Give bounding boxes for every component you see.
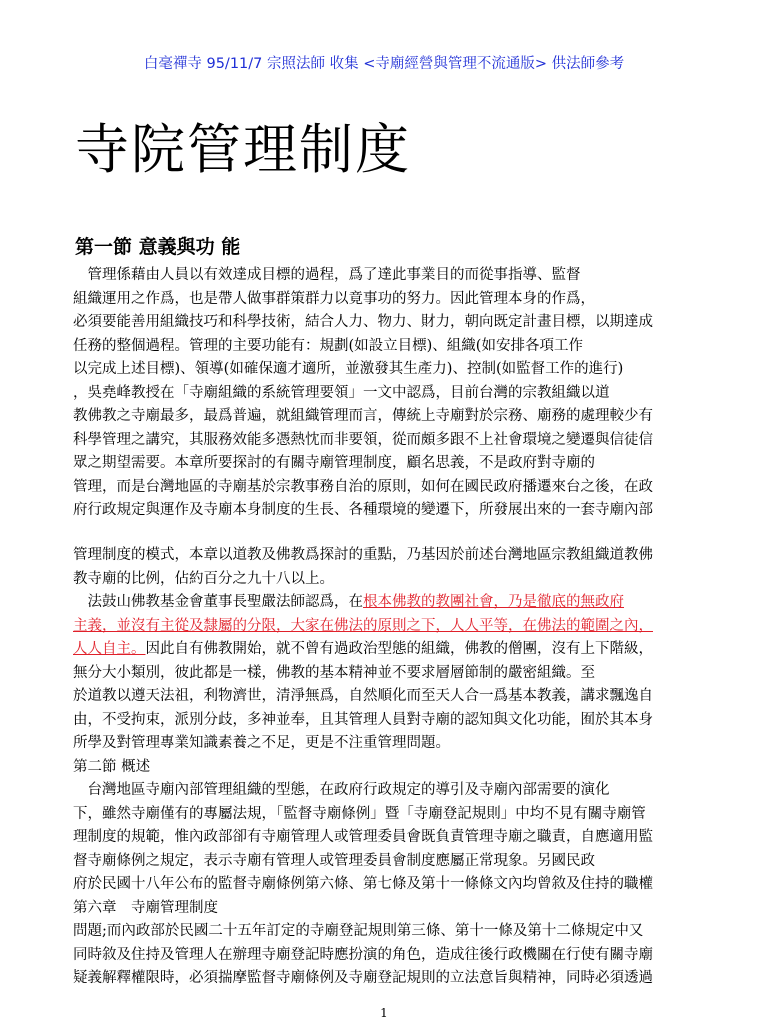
paragraph-2 (73, 544, 695, 991)
page-number: 1 (380, 1006, 388, 1020)
text-line: ，吳堯峰教授在「寺廟組織的系統管理要領」一文中認爲，目前台灣的宗教組織以道 (73, 384, 610, 401)
text-line: 於道教以遵天法祖，利物濟世，清淨無爲，自然順化而至天人合一爲基本教義，講求飄逸自 (73, 688, 653, 704)
text-line: 管理係藉由人員以有效達成目標的過程，爲了達此事業目的而從事指導、監督 (73, 267, 581, 283)
text-line: 教寺廟的比例，佔約百分之九十八以上。 (73, 570, 334, 587)
quote-line (73, 615, 695, 639)
text-line: 府行政規定與運作及寺廟本身制度的生長、各種環境的變遷下，所發展出來的一套寺廟內部 (73, 502, 653, 518)
quote-line (73, 638, 695, 662)
section-2-heading: 第二節 概述 (73, 758, 151, 775)
text-line: 所學及對管理專業知識素養之不足，更是不注重管理問題。 (73, 735, 450, 751)
text-line: 任務的整個過程。管理的主要功能有：規劃(如設立目標)、組織(如安排各項工作 (73, 337, 583, 354)
text-line: 疑義解釋權限時，必須揣摩監督寺廟條例及寺廟登記規則的立法意旨與精神，同時必須透過 (73, 970, 653, 986)
text-line: 組織運用之作爲，也是帶人做事群策群力以竟事功的努力。因此管理本身的作爲， (73, 290, 595, 307)
paragraph-1 (73, 264, 695, 523)
text-line: 理制度的規範，惟內政部卻有寺廟管理人或管理委員會既負責管理寺廟之職責，自應適用監 (73, 829, 653, 845)
quote-line (73, 591, 695, 615)
text-line: 下，雖然寺廟僅有的專屬法規，「監督寺廟條例」暨「寺廟登記規則」中均不見有關寺廟管 (73, 805, 646, 822)
emphasis-text: 人人自主。 (73, 641, 146, 657)
text-line: 督寺廟條例之規定，表示寺廟有管理人或管理委員會制度應屬正常現象。另國民政 (73, 852, 595, 869)
chapter-label: 第六章 寺廟管理制度 (73, 899, 218, 916)
quote-continuation: 因此自有佛教開始，就不曾有過政治型態的組織，佛教的僧團，沒有上下階級， (145, 641, 653, 657)
text-line: 由，不受拘束，派別分歧，多神並奉，且其管理人員對寺廟的認知與文化功能，囿於其本身 (73, 711, 653, 728)
text-line: 同時敘及住持及管理人在辦理寺廟登記時應扮演的角色，造成往後行政機關在行使有關寺廟 (73, 946, 653, 963)
text-line: 教佛教之寺廟最多，最爲普遍，就組織管理而言，傳統上寺廟對於宗務、廟務的處理較少有 (73, 408, 653, 424)
quote-intro: 法鼓山佛教基金會董事長聖嚴法師認爲，在 (73, 594, 363, 610)
text-line: 管理，而是台灣地區的寺廟基於宗教事務自治的原則，如何在國民政府播遷來台之後，在政 (73, 478, 653, 495)
text-line: 科學管理之講究，其服務效能多憑熱忱而非要領，從而頗多跟不上社會環境之變遷與信徒信 (73, 431, 653, 448)
emphasis-text: 主義，並沒有主從及隸屬的分限，大家在佛法的原則之下，人人平等，在佛法的範圍之內， (73, 617, 653, 634)
text-line: 無分大小類別，彼此都是一樣，佛教的基本精神並不要求層層節制的嚴密組織。至 (73, 664, 595, 681)
text-line: 必須要能善用組織技巧和科學技術，結合人力、物力、財力，朝向既定計畫目標，以期達成 (73, 314, 653, 330)
emphasis-text: 根本佛教的教團社會，乃是徹底的無政府 (363, 594, 624, 610)
page-header: 白毫禪寺 95/11/7 宗照法師 收集 <寺廟經營與管理不流通版> 供法師參考 (143, 56, 625, 72)
text-line: 眾之期望需要。本章所要探討的有關寺廟管理制度，顧名思義，不是政府對寺廟的 (73, 455, 595, 471)
text-line: 府於民國十八年公布的監督寺廟條例第六條、第七條及第十一條條文內均曾敘及住持的職權 (73, 876, 653, 892)
text-line: 台灣地區寺廟內部管理組織的型態，在政府行政規定的導引及寺廟內部需要的演化 (73, 782, 610, 798)
text-line: 問題;而內政部於民國二十五年訂定的寺廟登記規則第三條、第十一條及第十二條規定中又 (73, 923, 644, 939)
text-line: 管理制度的模式，本章以道教及佛教爲探討的重點，乃基因於前述台灣地區宗教組織道教佛 (73, 547, 653, 563)
section-heading: 第一節 意義與功 能 (75, 236, 241, 258)
text-line: 以完成上述目標)、領導(如確保適才適所，並激發其生產力)、控制(如監督工作的進行) (73, 361, 624, 377)
document-title: 寺院管理制度 (75, 118, 411, 181)
